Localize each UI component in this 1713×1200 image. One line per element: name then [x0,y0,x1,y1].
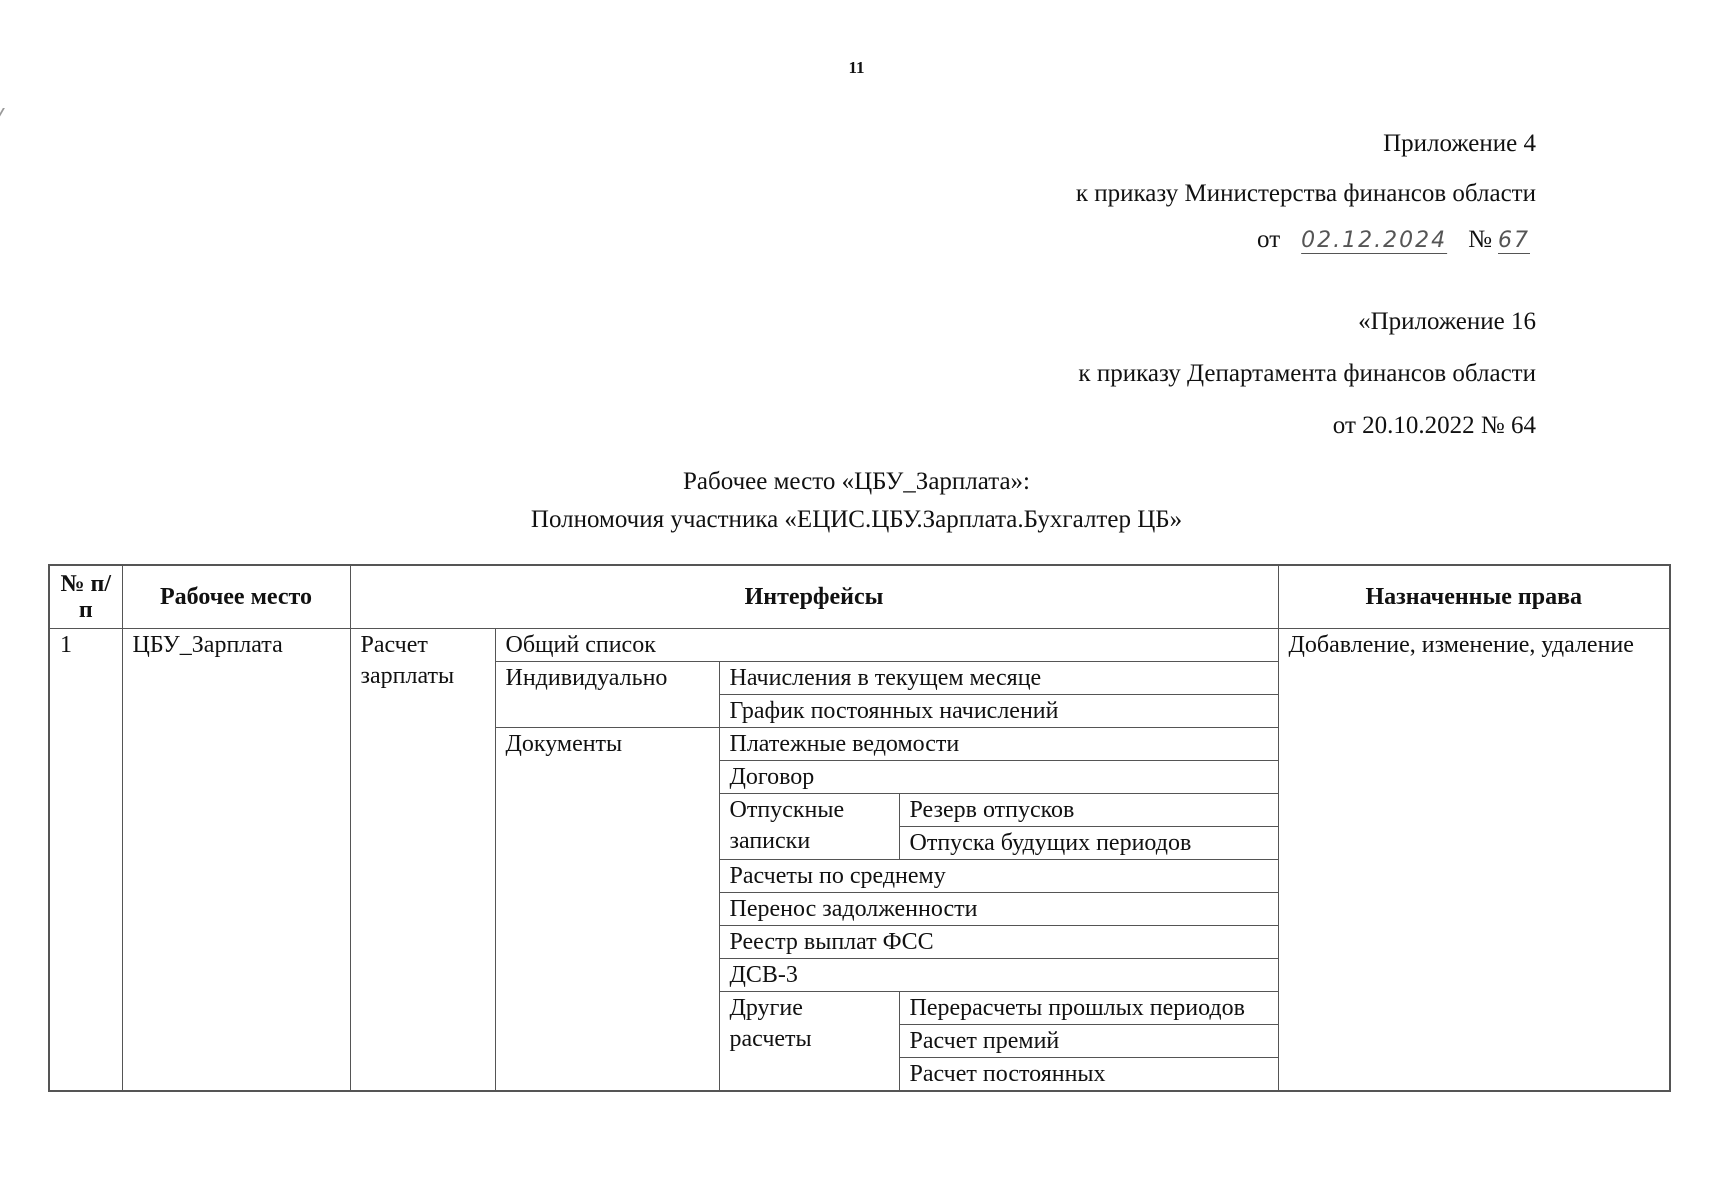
scan-artifact [0,108,12,118]
cell-other-calcs: Другие расчеты [719,992,899,1092]
header-rights: Назначенные права [1278,565,1670,629]
page-number: 11 [848,58,865,77]
cell-individual-item: График постоянных начислений [719,695,1278,728]
cell-average-calc: Расчеты по среднему [719,860,1278,893]
header-workplace: Рабочее место [122,565,350,629]
cell-vacation-notes: Отпускные записки [719,794,899,860]
cell-other-item: Перерасчеты прошлых периодов [899,992,1278,1025]
handwritten-number: 67 [1498,228,1530,253]
cell-debt-transfer: Перенос задолженности [719,893,1278,926]
appendix-date-line [1257,226,1536,254]
permissions-table [48,564,1671,1092]
cell-other-item: Расчет постоянных [899,1058,1278,1092]
table-header-row [49,565,1670,629]
appendix-title: Приложение 4 [1383,130,1536,157]
cell-rights: Добавление, изменение, удаление [1278,629,1670,1092]
cell-documents: Документы [495,728,719,1092]
cell-workplace: ЦБУ_Зарплата [122,629,350,1092]
workplace-title: Рабочее место «ЦБУ_Зарплата»: [683,468,1030,495]
permissions-title: Полномочия участника «ЕЦИС.ЦБУ.Зарплата.Бухгалтер ЦБ» [530,506,1183,533]
date-prefix: от [1257,226,1281,253]
appendix-order-ref: к приказу Министерства финансов области [1075,180,1536,207]
original-order-date: от 20.10.2022 № 64 [1332,412,1536,439]
cell-vacation-item: Резерв отпусков [899,794,1278,827]
cell-individual: Индивидуально [495,662,719,728]
cell-other-item: Расчет премий [899,1025,1278,1058]
cell-general-list: Общий список [495,629,1278,662]
number-sign: № [1468,226,1492,253]
cell-vacation-item: Отпуска будущих периодов [899,827,1278,860]
header-interfaces: Интерфейсы [350,565,1278,629]
original-order-ref: к приказу Департамента финансов области [1078,360,1536,387]
table-row [49,629,1670,662]
cell-individual-item: Начисления в текущем месяце [719,662,1278,695]
cell-payment-sheets: Платежные ведомости [719,728,1278,761]
header-number: № п/п [49,565,122,629]
cell-fss-registry: Реестр выплат ФСС [719,926,1278,959]
original-appendix-title: «Приложение 16 [1358,308,1536,335]
cell-section: Расчет зарплаты [350,629,495,1092]
cell-row-number: 1 [49,629,122,1092]
cell-dsv3: ДСВ-3 [719,959,1278,992]
cell-contract: Договор [719,761,1278,794]
handwritten-date: 02.12.2024 [1301,228,1448,253]
